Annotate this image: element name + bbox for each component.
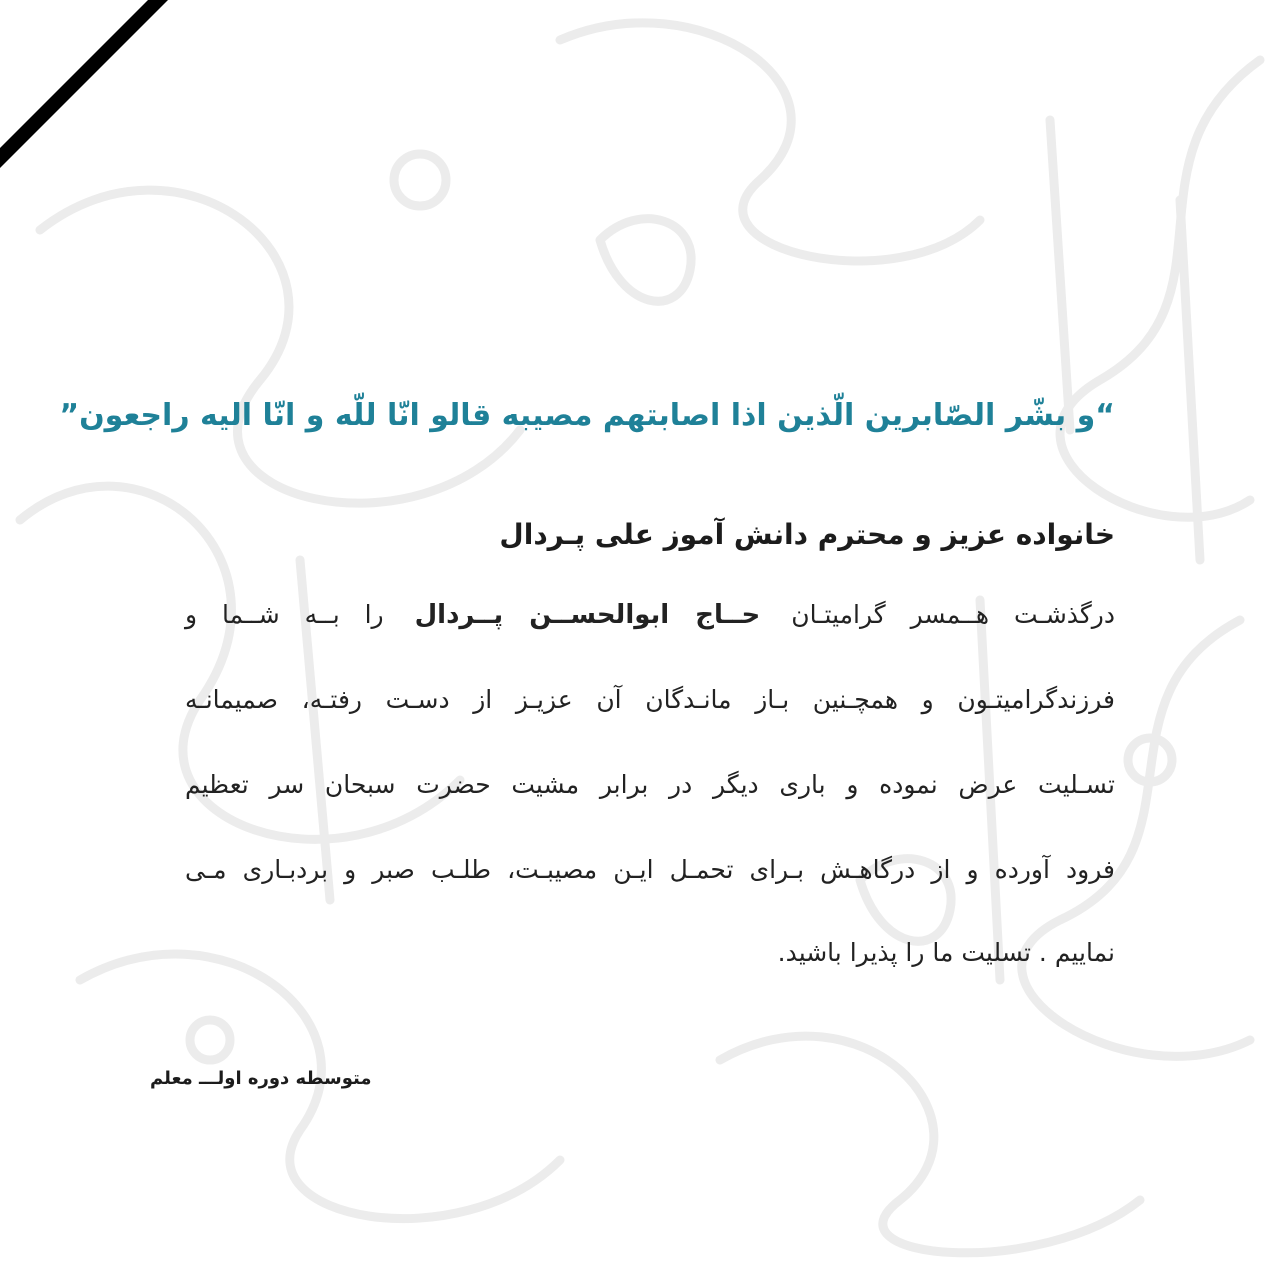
message-line: فرزندگرامیتـون و همچـنین بـاز مانـدگان آن عزیـز از دسـت رفتـه، صمیمانـه: [185, 685, 1115, 714]
message-line: نماییم . تسلیت ما را پذیرا باشید.: [777, 938, 1115, 967]
deceased-name: حــاج ابوالحســن پــردال: [414, 600, 761, 630]
quran-verse: “و بشّر الصّابرین الّذین اذا اصابتهم مصیبه قالو انّا للّه و انّا الیه راجعون”: [59, 398, 1115, 433]
message-line: [185, 600, 1115, 630]
message-line: فرود آورده و از درگاهـش بـرای تحمـل ایـن مصیبـت، طلـب صبر و بردبـاری مـی: [185, 855, 1115, 884]
message-text: را بــه شــما و: [185, 600, 384, 629]
addressee-heading: خانواده عزیز و محترم دانش آموز علی پـردال: [499, 518, 1115, 551]
message-line: تسـلیت عرض نموده و باری دیگر در برابر مشیت حضرت سبحان سر تعظیم: [185, 770, 1115, 799]
sender-signature: متوسطه دوره اولـــ معلم: [150, 1068, 372, 1089]
message-text: درگذشـت هــمسر گرامیتـان: [791, 600, 1116, 629]
